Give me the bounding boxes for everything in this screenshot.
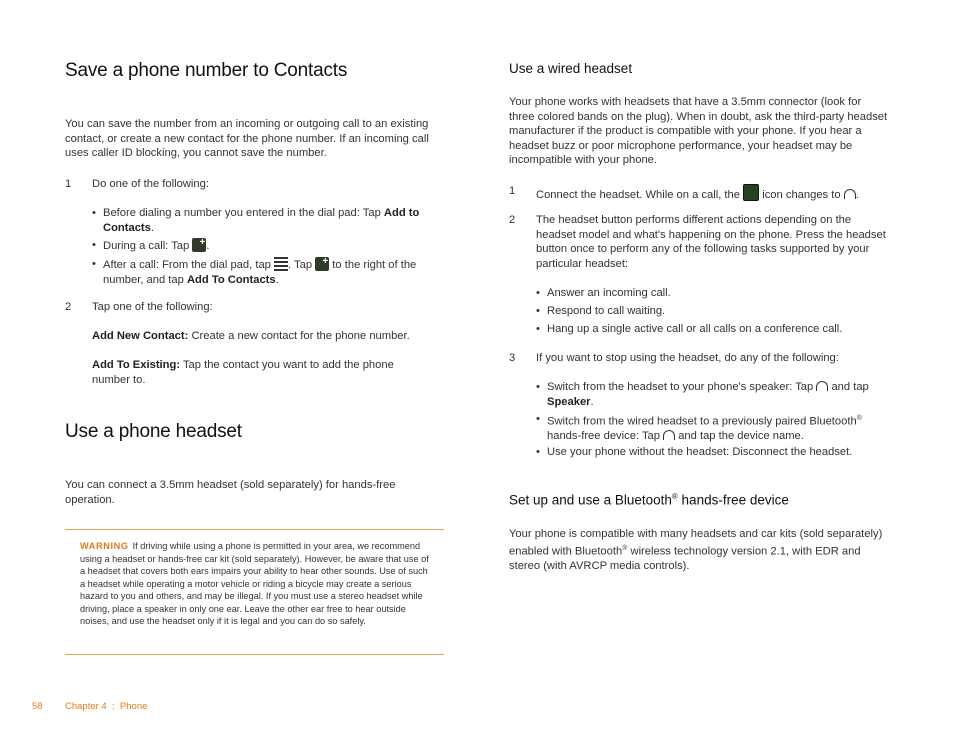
heading-save-number: Save a phone number to Contacts (65, 60, 348, 81)
phone-call-icon (743, 184, 759, 201)
warning-bottom-rule (65, 654, 444, 655)
step-text: Do one of the following: (92, 178, 209, 190)
step-number: 1 (509, 185, 516, 197)
chapter-label: Chapter 4 : Phone (65, 701, 148, 712)
page-number: 58 (32, 701, 43, 712)
warning-top-rule (65, 529, 444, 530)
headset-icon (816, 381, 828, 391)
step-number: 2 (65, 301, 72, 313)
intro-save-number: You can save the number from an incoming or outgoing call to an existing contact, or create a new contact for the phone number. If an incoming call uses caller ID blocking, you cannot save the number. (65, 118, 429, 160)
heading-phone-headset: Use a phone headset (65, 421, 242, 442)
intro-bluetooth: Your phone is compatible with many headsets and car kits (sold separately) enabled with Bluetooth® wireless technology version 2.1, with EDR and stereo (with AVRCP media controls). (509, 528, 883, 572)
add-contact-icon (315, 257, 329, 271)
step-text: If you want to stop using the headset, do any of the following: (536, 352, 839, 364)
step-number: 3 (509, 352, 516, 364)
list-icon (274, 257, 288, 271)
step-text: Connect the headset. While on a call, the icon changes to . (536, 184, 859, 203)
step-text: The headset button performs different actions depending on the headset model and what's happening on the phone. Press the headset button once to perform any of the following tasks supported by your particular headset: (536, 214, 886, 270)
warning-label: WARNING (80, 541, 129, 551)
headset-icon (663, 430, 675, 440)
option-add-to-existing: Add To Existing: Tap the contact you want to add the phone number to. (92, 359, 394, 386)
heading-bluetooth: Set up and use a Bluetooth® hands-free device (509, 492, 789, 508)
headset-icon (844, 189, 856, 199)
warning-text: If driving while using a phone is permitted in your area, we recommend using a headset or hands-free car kit (sold separately). However, be aware that use of a headset that covers both ears impairs your ability to hear other sounds. Use of such a headset while operating a motor vehicle or riding a bicycle may create a serious hazard to you and others, and may be illegal. If you must use a stereo headset while driving, place a speaker in only one ear. Leave the other ear free to hear outside noises, and use the headset only if it is legal and you can do so safely. (80, 541, 429, 626)
intro-wired-headset: Your phone works with headsets that have a 3.5mm connector (look for three colored bands on the plug). When in doubt, ask the third-party headset manufacturer if the product is compatible with your phone. If you hear a headset buzz or poor microphone performance, your headset may be incompatible with your phone. (509, 96, 888, 167)
heading-wired-headset: Use a wired headset (509, 61, 633, 76)
step-text: Tap one of the following: (92, 301, 213, 313)
option-add-new-contact: Add New Contact: Create a new contact for the phone number. (92, 330, 410, 342)
step-number: 1 (65, 178, 72, 190)
warning-box (80, 540, 430, 628)
intro-phone-headset: You can connect a 3.5mm headset (sold separately) for hands-free operation. (65, 479, 396, 506)
add-contact-icon (192, 238, 206, 252)
step-number: 2 (509, 214, 516, 226)
